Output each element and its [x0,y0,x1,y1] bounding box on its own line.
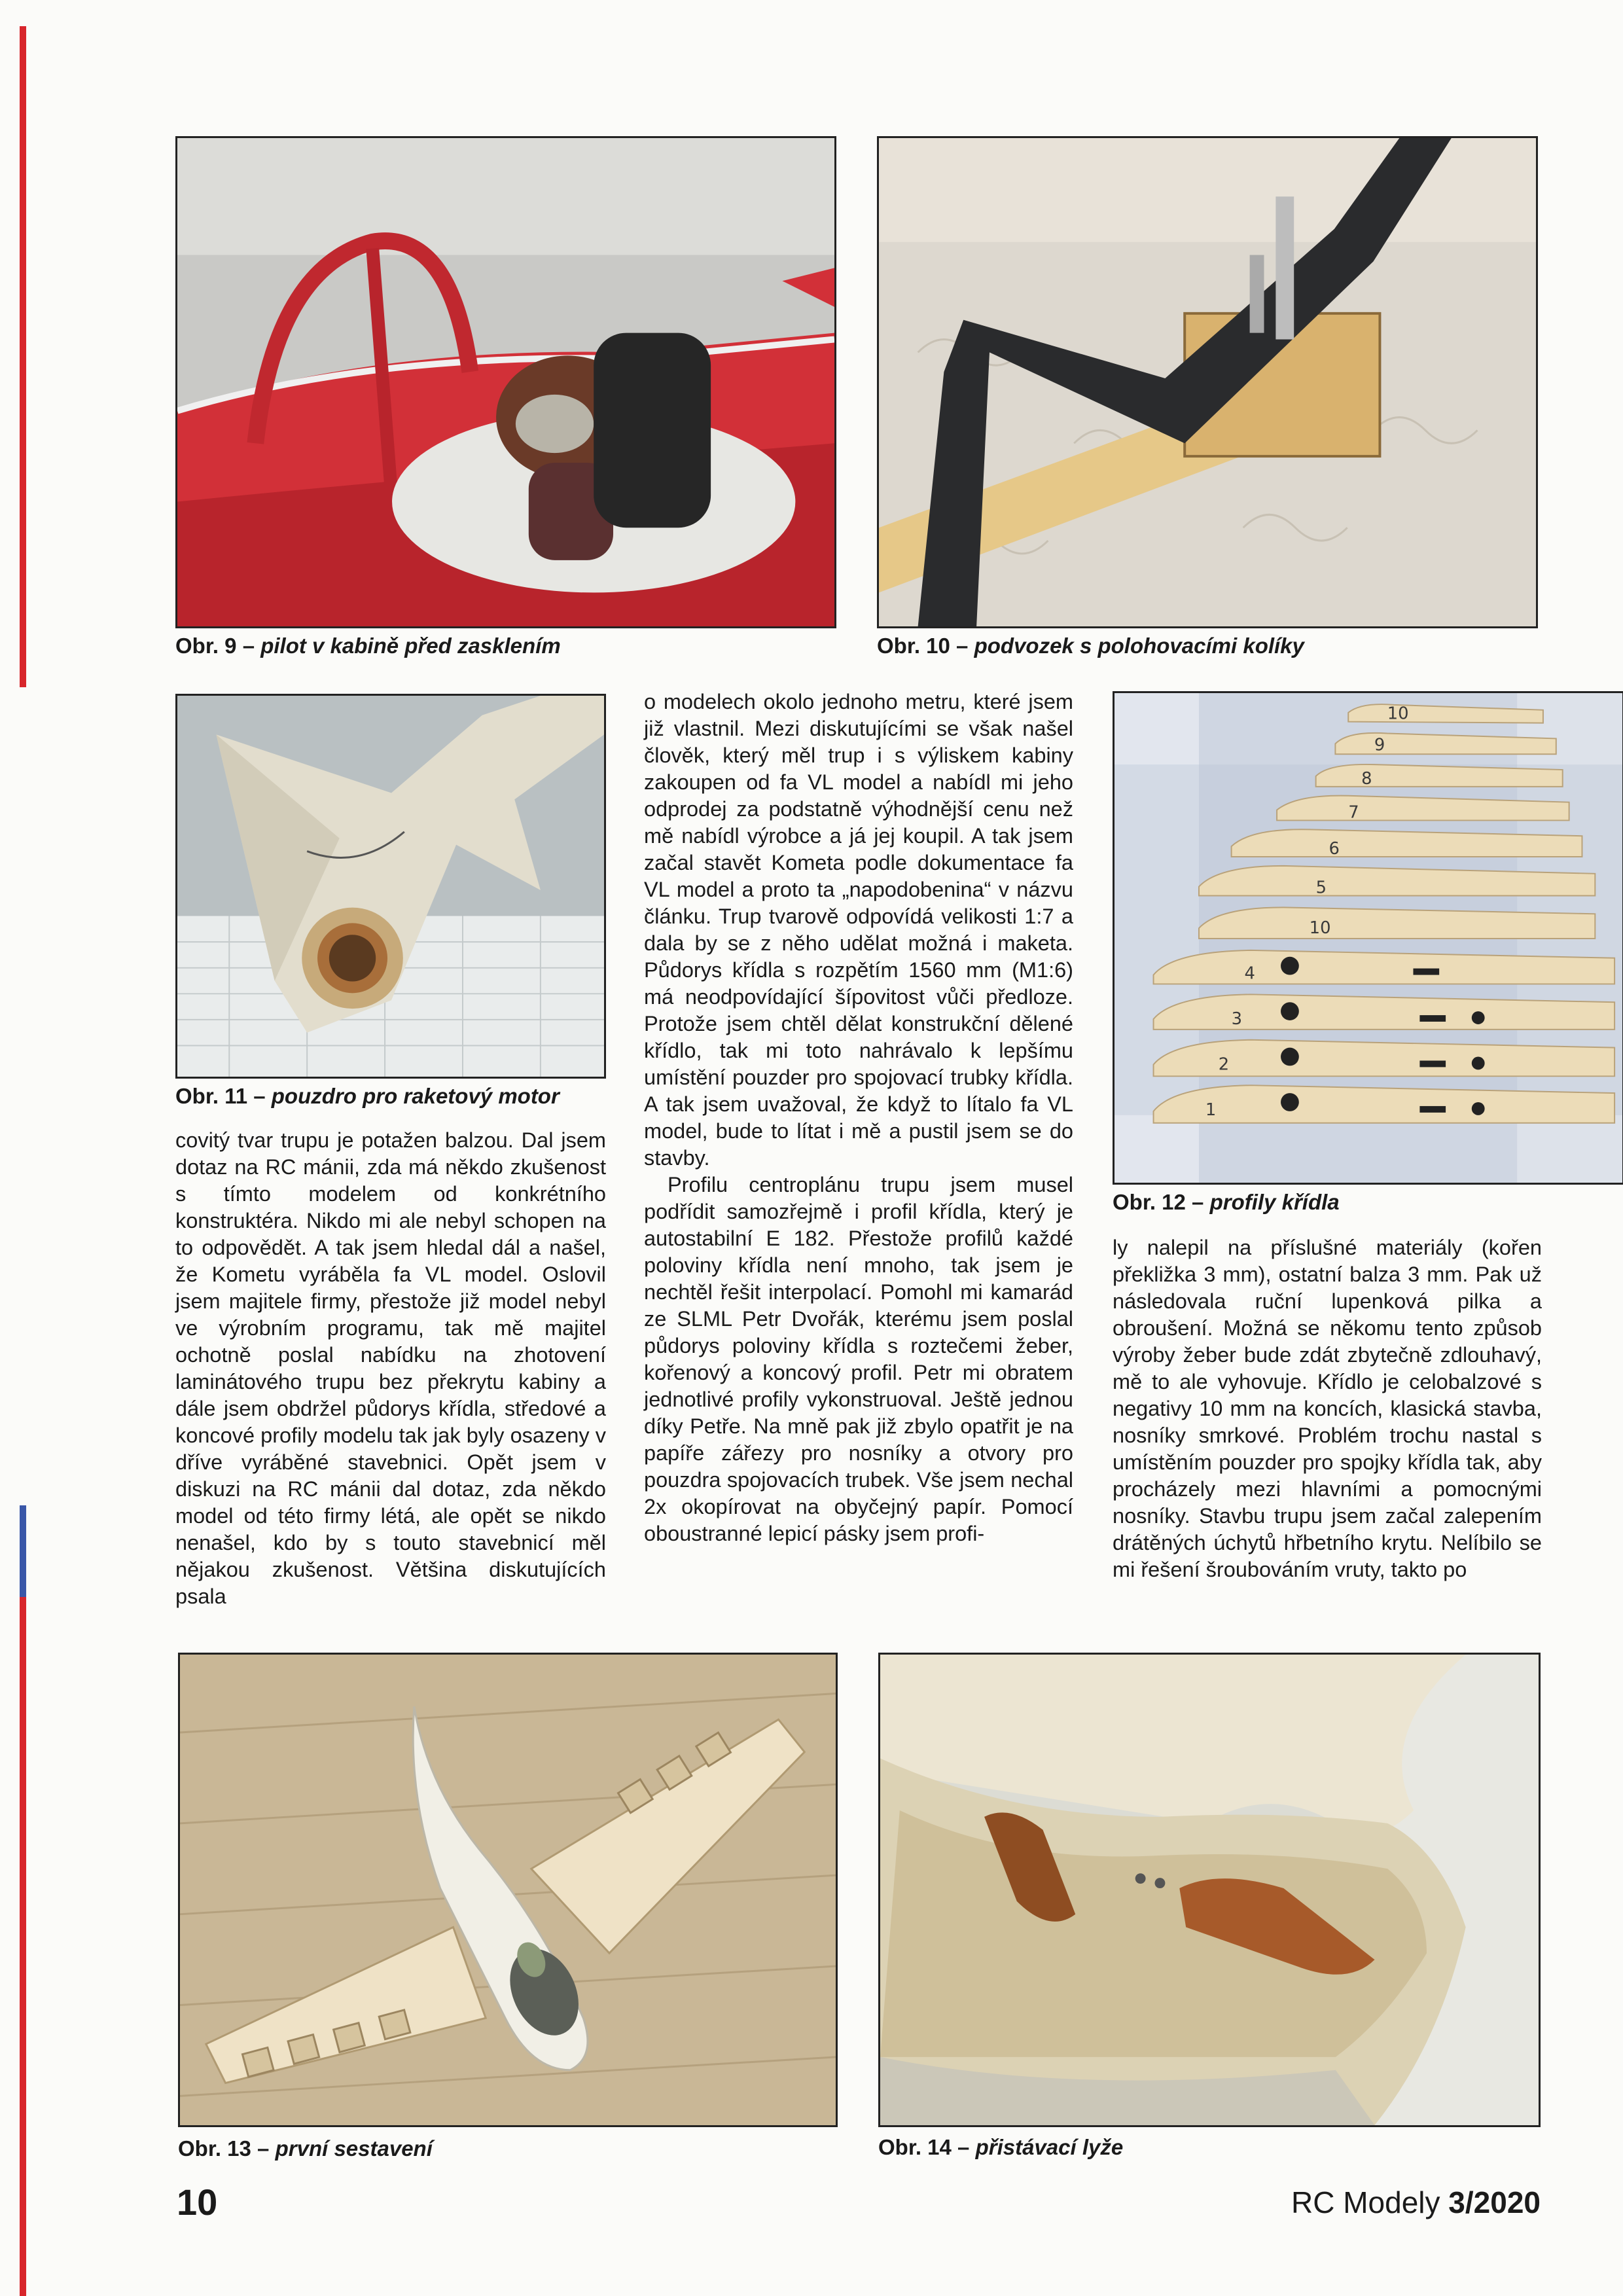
caption-obr13: Obr. 13 – první sestavení [178,2136,433,2161]
photo-first-assembly [178,1653,838,2127]
caption-obr9: Obr. 9 – pilot v kabině před zasklením [175,634,561,658]
print-mark-blue [20,1505,26,1597]
caption-obr14: Obr. 14 – přistávací lyže [878,2135,1124,2159]
paragraph: ly nalepil na příslušné materiály (kořen překližka 3 mm), ostatní balza 3 mm. Pak už následovala ruční lupenková pilka a obroušení. Možná se někomu tento způsob výroby žeber bude zdát zbytečně zdlouhavý, mě to ale vyhovuje. Křídlo je celobalzové s negativy 10 mm na koncích, klasická stavba, nosníky smrkové. Problém trochu nastal s umístěním pouzder pro spojky křídla tak, aby procházely mezi hlavními a pomocnými nosníky. Stavbu trupu jsem začal zalepením drátěných úchytů hřbetního krytu. Nelíbilo se mi řešení šroubováním vruty, takto po [1113,1236,1542,1581]
rib-label-9: 9 [1374,735,1385,755]
print-mark-red-lower [20,1597,26,2296]
text-column-1 [175,1127,606,1610]
paragraph: covitý tvar trupu je potažen balzou. Dal jsem dotaz na RC mánii, zda má někdo zkušenost s tímto modelem od konkrétního konstruktéra. Nikdo mi ale nebyl schopen na to odpovědět. A tak jsem hledal dál a našel, že Kometu vyráběla fa VL model. Oslovil jsem majitele firmy, přestože již model nebyl ve výrobním programu, tak mě majitel ochotně poslal nabídku na zhotovení laminátového trupu bez překrytu kabiny a dále jsem obdržel půdorys křídla, středové a koncové profily modelu tak jak byly osazeny v dříve vyráběné stavebnici. Opět jsem v diskuzi na RC mánii dal dotaz, zda někdo model od této firmy létá, ale opět se nikdo nenašel, kdo by s touto stavebnicí měl nějakou zkušenost. Většina diskutujících psala [175,1128,606,1608]
rib-label-10: 10 [1387,704,1409,724]
rib-label-4: 4 [1244,963,1255,984]
magazine-issue: 3/2020 [1448,2185,1541,2219]
caption-obr10: Obr. 10 – podvozek s polohovacími kolíky [877,634,1304,658]
photo-landing-skid [878,1653,1541,2127]
text-column-3 [1113,1234,1542,1583]
photo-rocket-motor-tube [175,694,606,1079]
caption-obr12: Obr. 12 – profily křídla [1113,1190,1340,1214]
rib-label-3: 3 [1231,1009,1243,1029]
photo-pilot-cockpit [175,136,836,628]
print-mark-red [20,26,26,687]
rib-label-6: 6 [1329,839,1340,859]
photo-landing-gear [877,136,1538,628]
page-number: 10 [177,2181,218,2223]
rib-label-1: 1 [1205,1100,1217,1120]
rib-label-8: 8 [1361,768,1372,789]
paragraph: Profilu centroplánu trupu jsem musel podřídit samozřejmě i profil křídla, který je autostabilní E 182. Přestože profilů každé poloviny křídla není mnoho, tak jsem je nechtěl řešit interpolací. Pomohl mi kamarád ze SLML Petr Dvořák, kterému jsem poslal půdorys poloviny křídla s roztečemi žeber, kořenový a koncový profil. Petr mi obratem jednotlivé profily vykonstruoval. Ještě jednou díky Petře. Na mně pak již zbylo opatřit je na papíře zářezy pro nosníky a otvory pro pouzdra spojovacích trubek. Vše jsem nechal 2x okopírovat na obyčejný papír. Pomocí oboustranné lepicí pásky jsem profi- [644,1173,1073,1545]
rib-label-5: 5 [1315,878,1327,898]
magazine-footer [1291,2185,1541,2220]
text-column-2 [644,689,1073,1547]
rib-label-10-root: 10 [1309,918,1331,939]
magazine-title: RC Modely [1291,2185,1440,2219]
caption-obr11: Obr. 11 – pouzdro pro raketový motor [175,1084,560,1108]
paragraph: o modelech okolo jednoho metru, které jsem již vlastnil. Mezi diskutujícími se však našel člověk, který měl trup i s výliskem kabiny zakoupen od fa VL model a nabídl mi jeho odprodej za podstatně výhodnější cenu než mě nabídl výrobce a já jej koupil. A tak jsem začal stavět Kometa podle dokumentace fa VL model a proto ta „napodobenina“ v názvu článku. Trup tvarově odpovídá velikosti 1:7 a dala by se z něho udělat možná i maketa. Půdorys křídla s rozpětím 1560 mm (M1:6) má neodpovídající šípovitost vůči předloze. Protože jsem chtěl dělat konstrukční dělené křídlo, tak mi toto nahrávalo k lepšímu umístění pouzder pro spojovací trubky křídla. A tak jsem uvažoval, že když to lítalo fa VL model, bude to lítat i mě a pustil jsem se do stavby. [644,690,1073,1170]
photo-wing-ribs [1113,691,1623,1185]
rib-label-2: 2 [1218,1054,1230,1075]
rib-label-7: 7 [1348,802,1359,823]
